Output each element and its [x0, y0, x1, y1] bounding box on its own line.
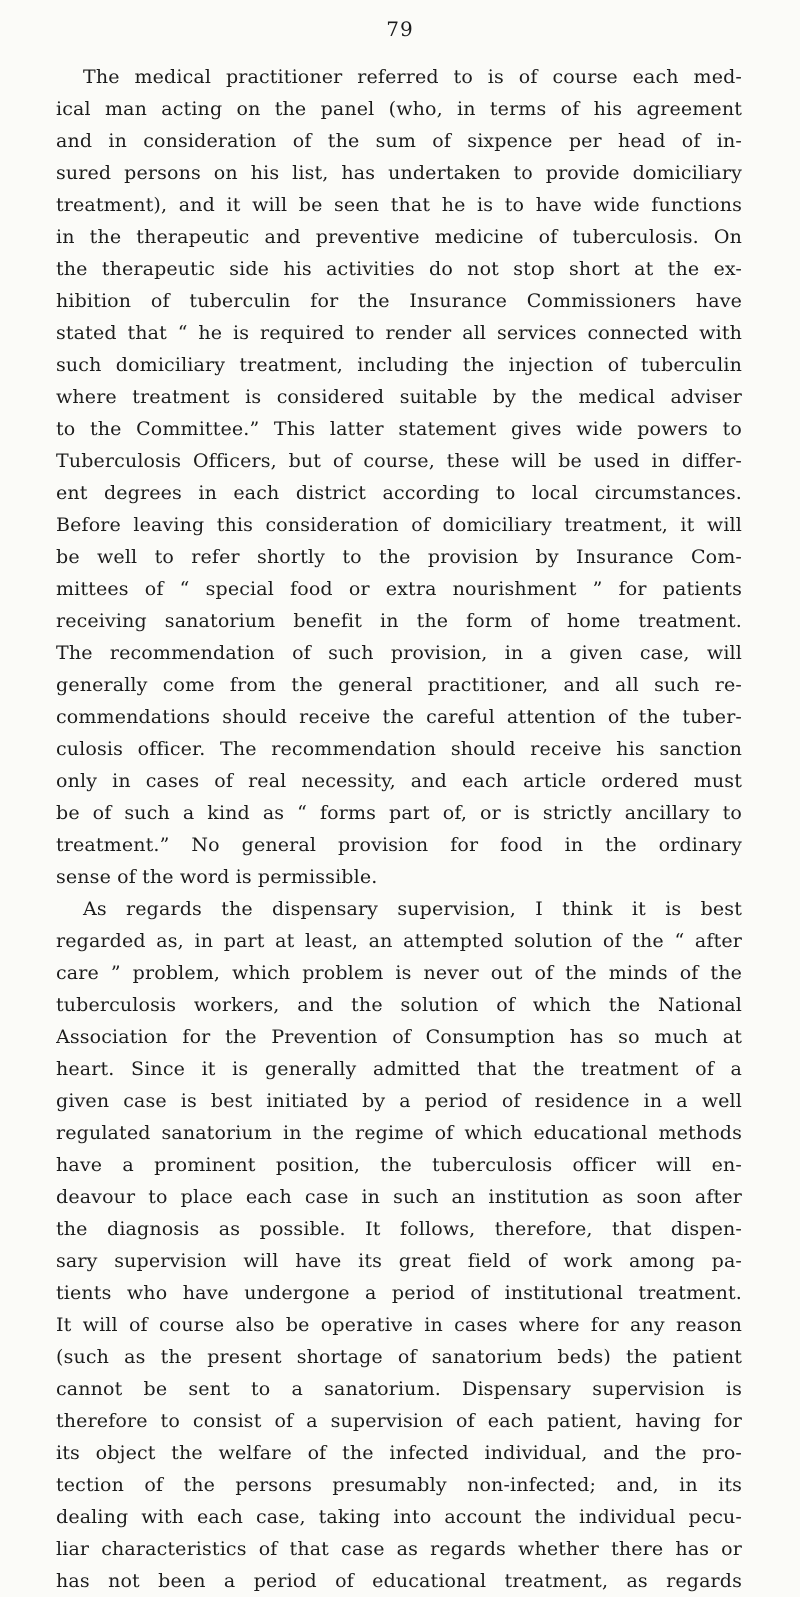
text-line: deavour to place each case in such an institution as soon after	[56, 1186, 742, 1208]
text-line: heart. Since it is generally admitted that the treatment of a	[56, 1058, 742, 1080]
text-line: tuberculosis workers, and the solution of which the National	[56, 994, 742, 1016]
page-number: 79	[386, 17, 414, 41]
text-line: therefore to consist of a supervision of each patient, having for	[56, 1410, 742, 1432]
paragraph	[56, 893, 742, 1597]
text-line: mittees of “ special food or extra nourishment ” for patients	[56, 578, 742, 600]
text-line: liar characteristics of that case as regards whether there has or	[56, 1538, 742, 1560]
text-line: tection of the persons presumably non-infected; and, in its	[56, 1474, 742, 1496]
text-line: the therapeutic side his activities do not stop short at the ex-	[56, 258, 742, 280]
text-line: such domiciliary treatment, including the injection of tuberculin	[56, 354, 742, 376]
text-line: tients who have undergone a period of institutional treatment.	[56, 1282, 742, 1304]
text-line: commendations should receive the careful attention of the tuber-	[56, 706, 742, 728]
text-line: have a prominent position, the tuberculosis officer will en-	[56, 1154, 742, 1176]
text-line: treatment.” No general provision for food in the ordinary	[56, 834, 742, 856]
paragraph	[56, 61, 742, 893]
body-text	[56, 61, 742, 1597]
text-line: regarded as, in part at least, an attempted solution of the “ after	[56, 930, 742, 952]
text-line: hibition of tuberculin for the Insurance Commissioners have	[56, 290, 742, 312]
text-line: The recommendation of such provision, in a given case, will	[56, 642, 742, 664]
text-line: in the therapeutic and preventive medicine of tuberculosis. On	[56, 226, 742, 248]
text-line: given case is best initiated by a period of residence in a well	[56, 1090, 742, 1112]
text-line: care ” problem, which problem is never out of the minds of the	[56, 962, 742, 984]
text-line: to the Committee.” This latter statement gives wide powers to	[56, 418, 742, 440]
text-line: Tuberculosis Officers, but of course, these will be used in differ-	[56, 450, 742, 472]
text-line: culosis officer. The recommendation should receive his sanction	[56, 738, 742, 760]
text-line: Association for the Prevention of Consumption has so much at	[56, 1026, 742, 1048]
text-line: treatment), and it will be seen that he is to have wide functions	[56, 194, 742, 216]
text-line: be well to refer shortly to the provision by Insurance Com-	[56, 546, 742, 568]
text-line: ent degrees in each district according to local circumstances.	[56, 482, 742, 504]
text-line: be of such a kind as “ forms part of, or is strictly ancillary to	[56, 802, 742, 824]
text-line: dealing with each case, taking into account the individual pecu-	[56, 1506, 742, 1528]
text-line: stated that “ he is required to render all services connected with	[56, 322, 742, 344]
text-line: the diagnosis as possible. It follows, therefore, that dispen-	[56, 1218, 742, 1240]
text-line: and in consideration of the sum of sixpence per head of in-	[56, 130, 742, 152]
text-line: Before leaving this consideration of domiciliary treatment, it will	[56, 514, 742, 536]
text-line: It will of course also be operative in cases where for any reason	[56, 1314, 742, 1336]
text-line: has not been a period of educational treatment, as regards	[56, 1570, 742, 1592]
text-line: receiving sanatorium benefit in the form of home treatment.	[56, 610, 742, 632]
text-line: sense of the word is permissible.	[56, 866, 378, 888]
text-line: cannot be sent to a sanatorium. Dispensary supervision is	[56, 1378, 742, 1400]
text-line: generally come from the general practitioner, and all such re-	[56, 674, 742, 696]
text-line: where treatment is considered suitable by the medical adviser	[56, 386, 742, 408]
text-line: only in cases of real necessity, and each article ordered must	[56, 770, 742, 792]
text-line: its object the welfare of the infected individual, and the pro-	[56, 1442, 742, 1464]
text-line: regulated sanatorium in the regime of which educational methods	[56, 1122, 742, 1144]
text-line: sured persons on his list, has undertaken to provide domiciliary	[56, 162, 742, 184]
text-line: The medical practitioner referred to is of course each med-	[83, 66, 742, 88]
text-line: As regards the dispensary supervision, I think it is best	[83, 898, 742, 920]
text-line: sary supervision will have its great field of work among pa-	[56, 1250, 742, 1272]
text-line: ical man acting on the panel (who, in terms of his agreement	[56, 98, 742, 120]
text-line: (such as the present shortage of sanatorium beds) the patient	[56, 1346, 742, 1368]
